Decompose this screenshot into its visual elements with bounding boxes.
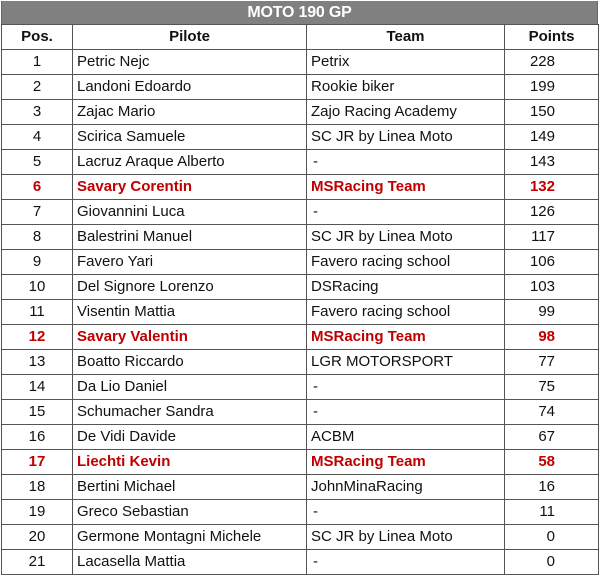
cell-pilote: Zajac Mario [73, 100, 307, 125]
cell-team: - [307, 200, 505, 225]
cell-team: JohnMinaRacing [307, 475, 505, 500]
cell-pilote: Savary Corentin [73, 175, 307, 200]
cell-pilote: De Vidi Davide [73, 425, 307, 450]
table-row [2, 225, 599, 250]
cell-team: SC JR by Linea Moto [307, 125, 505, 150]
table-body [2, 50, 599, 575]
cell-points: 0 [505, 525, 599, 550]
cell-pos: 13 [2, 350, 73, 375]
header-row [2, 25, 599, 50]
cell-points: 228 [505, 50, 599, 75]
cell-pilote: Savary Valentin [73, 325, 307, 350]
cell-pilote: Favero Yari [73, 250, 307, 275]
table-row [2, 550, 599, 575]
cell-team: - [307, 150, 505, 175]
cell-pos: 3 [2, 100, 73, 125]
cell-points: 0 [505, 550, 599, 575]
table-row [2, 200, 599, 225]
cell-pos: 6 [2, 175, 73, 200]
cell-pilote: Liechti Kevin [73, 450, 307, 475]
cell-team: MSRacing Team [307, 175, 505, 200]
cell-points: 75 [505, 375, 599, 400]
cell-team: Petrix [307, 50, 505, 75]
cell-team: - [307, 500, 505, 525]
cell-pilote: Lacruz Araque Alberto [73, 150, 307, 175]
table-row [2, 325, 599, 350]
cell-points: 98 [505, 325, 599, 350]
cell-pos: 16 [2, 425, 73, 450]
cell-team: Favero racing school [307, 300, 505, 325]
cell-points: 77 [505, 350, 599, 375]
cell-points: 149 [505, 125, 599, 150]
cell-pos: 20 [2, 525, 73, 550]
cell-team: SC JR by Linea Moto [307, 225, 505, 250]
cell-pilote: Scirica Samuele [73, 125, 307, 150]
table-row [2, 350, 599, 375]
table-row [2, 125, 599, 150]
cell-points: 132 [505, 175, 599, 200]
cell-points: 103 [505, 275, 599, 300]
table-row [2, 500, 599, 525]
cell-pilote: Del Signore Lorenzo [73, 275, 307, 300]
cell-points: 74 [505, 400, 599, 425]
cell-team: SC JR by Linea Moto [307, 525, 505, 550]
cell-pilote: Landoni Edoardo [73, 75, 307, 100]
table-row [2, 150, 599, 175]
cell-points: 199 [505, 75, 599, 100]
cell-team: - [307, 400, 505, 425]
cell-pilote: Germone Montagni Michele [73, 525, 307, 550]
cell-team: - [307, 375, 505, 400]
cell-pos: 9 [2, 250, 73, 275]
cell-pilote: Giovannini Luca [73, 200, 307, 225]
table-row [2, 100, 599, 125]
table-row [2, 475, 599, 500]
cell-pos: 14 [2, 375, 73, 400]
cell-team: LGR MOTORSPORT [307, 350, 505, 375]
cell-points: 150 [505, 100, 599, 125]
cell-team: Favero racing school [307, 250, 505, 275]
cell-pos: 1 [2, 50, 73, 75]
header-points: Points [505, 25, 599, 50]
cell-pilote: Balestrini Manuel [73, 225, 307, 250]
table-row [2, 425, 599, 450]
cell-pos: 18 [2, 475, 73, 500]
table-row [2, 375, 599, 400]
header-pilote: Pilote [73, 25, 307, 50]
cell-team: MSRacing Team [307, 450, 505, 475]
cell-pos: 11 [2, 300, 73, 325]
table-row [2, 525, 599, 550]
cell-pos: 8 [2, 225, 73, 250]
cell-pos: 7 [2, 200, 73, 225]
cell-points: 106 [505, 250, 599, 275]
cell-team: MSRacing Team [307, 325, 505, 350]
cell-points: 117 [505, 225, 599, 250]
table-row [2, 175, 599, 200]
header-team: Team [307, 25, 505, 50]
cell-pos: 17 [2, 450, 73, 475]
cell-pos: 12 [2, 325, 73, 350]
table-row [2, 400, 599, 425]
cell-pilote: Bertini Michael [73, 475, 307, 500]
cell-points: 67 [505, 425, 599, 450]
cell-pilote: Greco Sebastian [73, 500, 307, 525]
cell-team: ACBM [307, 425, 505, 450]
cell-points: 11 [505, 500, 599, 525]
cell-team: Zajo Racing Academy [307, 100, 505, 125]
table-row [2, 75, 599, 100]
cell-pos: 10 [2, 275, 73, 300]
cell-points: 126 [505, 200, 599, 225]
cell-pilote: Visentin Mattia [73, 300, 307, 325]
cell-pos: 21 [2, 550, 73, 575]
cell-points: 99 [505, 300, 599, 325]
table-row [2, 250, 599, 275]
cell-pos: 19 [2, 500, 73, 525]
cell-team: DSRacing [307, 275, 505, 300]
cell-pilote: Da Lio Daniel [73, 375, 307, 400]
cell-points: 16 [505, 475, 599, 500]
standings-table [1, 24, 599, 575]
cell-pilote: Lacasella Mattia [73, 550, 307, 575]
cell-pos: 5 [2, 150, 73, 175]
cell-pos: 4 [2, 125, 73, 150]
table-row [2, 275, 599, 300]
table-row [2, 450, 599, 475]
table-row [2, 300, 599, 325]
cell-team: Rookie biker [307, 75, 505, 100]
header-pos: Pos. [2, 25, 73, 50]
cell-pilote: Schumacher Sandra [73, 400, 307, 425]
cell-points: 58 [505, 450, 599, 475]
cell-pos: 15 [2, 400, 73, 425]
cell-points: 143 [505, 150, 599, 175]
table-title: MOTO 190 GP [1, 1, 598, 24]
cell-pilote: Petric Nejc [73, 50, 307, 75]
cell-team: - [307, 550, 505, 575]
cell-pos: 2 [2, 75, 73, 100]
cell-pilote: Boatto Riccardo [73, 350, 307, 375]
table-row [2, 50, 599, 75]
